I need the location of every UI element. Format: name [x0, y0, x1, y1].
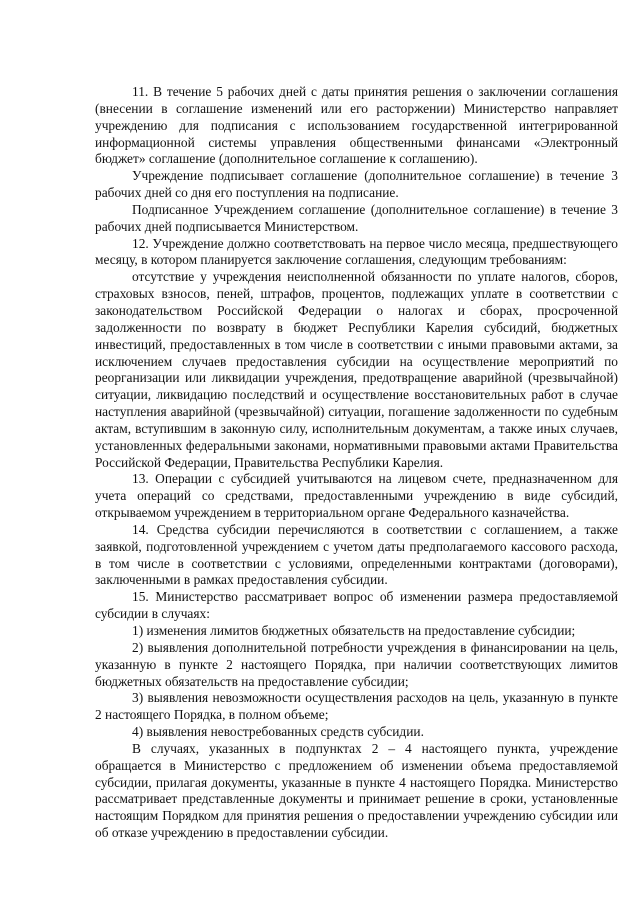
list-item-2: 2) выявления дополнительной потребности учреждения в финансировании на цель, указанную в пункте 2 настоящего Порядка, при наличии соответствующих лимитов бюджетных обязательств на предоставление субсидии; [95, 639, 618, 689]
document-body [95, 84, 618, 842]
paragraph-11-signing-procedure: 11. В течение 5 рабочих дней с даты принятия решения о заключении соглашения (внесении в соглашение изменений или его расторжении) Министерство направляет учреждению для подписания с использованием государственной интегрированной информационной системы управления общественными финансами «Электронный бюджет» соглашение (дополнительное соглашение к соглашению). [95, 84, 618, 167]
paragraph-cases-procedure: В случаях, указанных в подпунктах 2 – 4 настоящего пункта, учреждение обращается в Министерство с предложением об изменении объема предоставляемой субсидии, прилагая документы, указанные в пункте 4 настоящего Порядка. Министерство рассматривает представленные документы и принимает решение в сроки, установленные настоящим Порядком для принятия решения о предоставлении учреждению субсидии или об отказе учреждению в предоставлении субсидии. [95, 740, 618, 841]
list-item-4: 4) выявления невостребованных средств субсидии. [132, 724, 424, 740]
paragraph-institution-signs: Учреждение подписывает соглашение (дополнительное соглашение) в течение 3 рабочих дней со дня его поступления на подписание. [95, 168, 618, 201]
paragraph-ministry-signs: Подписанное Учреждением соглашение (дополнительное соглашение) в течение 3 рабочих дней подписывается Министерством. [95, 201, 618, 234]
paragraph-12-requirements: 12. Учреждение должно соответствовать на первое число месяца, предшествующего месяцу, в котором планируется заключение соглашения, следующим требованиям: [95, 235, 618, 268]
paragraph-requirement-no-debts: отсутствие у учреждения неисполненной обязанности по уплате налогов, сборов, страховых взносов, пеней, штрафов, процентов, подлежащих уплате в соответствии с законодательством Российской Федерации о налогах и сборах, просроченной задолженности по возврату в бюджет Республики Карелия субсидий, бюджетных инвестиций, предоставленных в том числе в соответствии с иными правовыми актами, за исключением случаев предоставления субсидии на осуществление мероприятий по реорганизации или ликвидации учреждения, предотвращение аварийной (чрезвычайной) ситуации, ликвидацию последствий и осуществление восстановительных работ в случае наступления аварийной (чрезвычайной) ситуации, погашение задолженности по судебным актам, вступившим в законную силу, исполнительным документам, а также иных случаев, установленных федеральными законами, нормативными правовыми актами Правительства Российской Федерации, Правительства Республики Карелия. [95, 269, 618, 470]
list-item-1: 1) изменения лимитов бюджетных обязательств на предоставление субсидии; [132, 623, 576, 638]
paragraph-15-size-change: 15. Министерство рассматривает вопрос об изменении размера предоставляемой субсидии в случаях: [95, 589, 618, 622]
paragraph-14-transfer: 14. Средства субсидии перечисляются в соответствии с соглашением, а также заявкой, подготовленной учреждением с учетом даты предполагаемого кассового расхода, в том числе в соответствии с условиями, определенными контрактами (договорами), заключенными в рамках предоставления субсидии. [95, 521, 618, 588]
list-item-3: 3) выявления невозможности осуществления расходов на цель, указанную в пункте 2 настоящего Порядка, в полном объеме; [95, 690, 618, 723]
paragraph-13-accounting: 13. Операции с субсидией учитываются на лицевом счете, предназначенном для учета операций со средствами, предоставленными учреждению в виде субсидий, открываемом учреждением в территориальном органе Федерального казначейства. [95, 471, 618, 521]
